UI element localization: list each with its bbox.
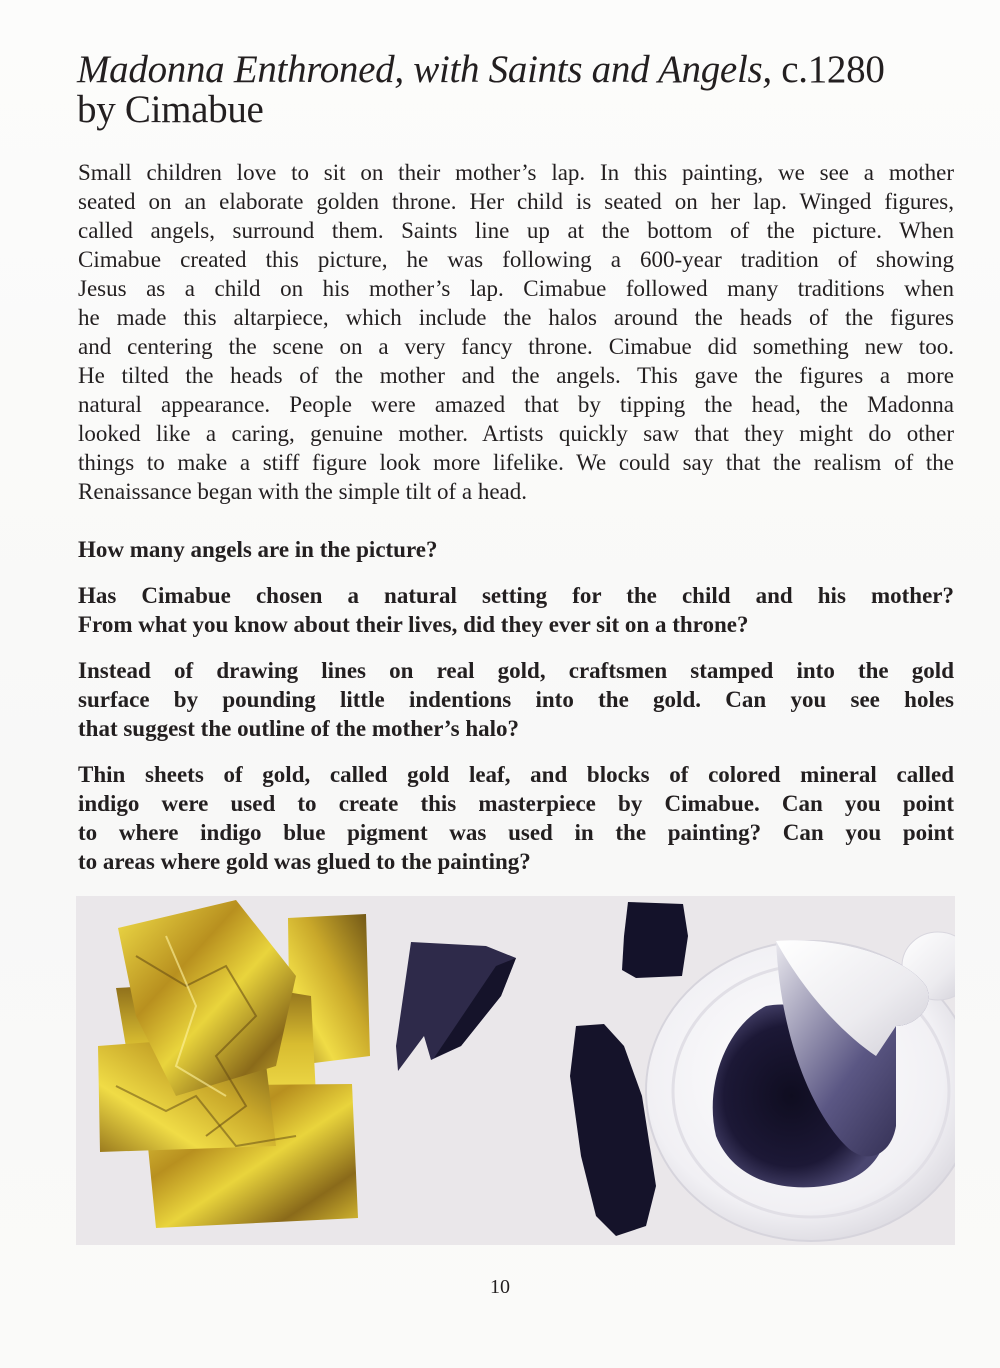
body-line: He tilted the heads of the mother and the angels. This gave the figures a more xyxy=(78,363,954,388)
materials-photo xyxy=(76,896,955,1245)
question-line: to where indigo blue pigment was used in the painting? Can you point xyxy=(78,820,954,845)
question-line: indigo were used to create this masterpiece by Cimabue. Can you point xyxy=(78,791,954,816)
question-line: Has Cimabue chosen a natural setting for the child and his mother? xyxy=(78,583,954,608)
body-line: he made this altarpiece, which include the halos around the heads of the figures xyxy=(78,305,954,330)
question-line: Thin sheets of gold, called gold leaf, and blocks of colored mineral called xyxy=(78,762,954,787)
body-line: Small children love to sit on their mother’s lap. In this painting, we see a mother xyxy=(78,160,954,185)
question-line: to areas where gold was glued to the painting? xyxy=(78,849,531,874)
question-line: From what you know about their lives, did they ever sit on a throne? xyxy=(78,612,749,637)
indigo-block xyxy=(622,902,688,978)
body-line: natural appearance. People were amazed that by tipping the head, the Madonna xyxy=(78,392,954,417)
question-line: Instead of drawing lines on real gold, craftsmen stamped into the gold xyxy=(78,658,954,683)
question-line: How many angels are in the picture? xyxy=(78,537,438,562)
body-line: things to make a stiff figure look more lifelike. We could say that the realism of the xyxy=(78,450,954,475)
body-line: called angels, surround them. Saints line up at the bottom of the picture. When xyxy=(78,218,954,243)
body-line: Jesus as a child on his mother’s lap. Cimabue followed many traditions when xyxy=(78,276,954,301)
artwork-title: Madonna Enthroned, with Saints and Angels, xyxy=(77,48,772,91)
artist-byline: by Cimabue xyxy=(77,88,264,131)
body-line: and centering the scene on a very fancy throne. Cimabue did something new too. xyxy=(78,334,954,359)
body-line: Cimabue created this picture, he was following a 600-year tradition of showing xyxy=(78,247,954,272)
body-line: seated on an elaborate golden throne. Her child is seated on her lap. Winged figures, xyxy=(78,189,954,214)
question-line: that suggest the outline of the mother’s halo? xyxy=(78,716,520,741)
artwork-date: c.1280 xyxy=(771,48,885,91)
page-title xyxy=(77,50,977,130)
body-line: Renaissance began with the simple tilt of a head. xyxy=(78,479,528,504)
question-line: surface by pounding little indentions into the gold. Can you see holes xyxy=(78,687,954,712)
body-line: looked like a caring, genuine mother. Artists quickly saw that they might do other xyxy=(78,421,954,446)
page-number: 10 xyxy=(490,1276,510,1298)
materials-illustration xyxy=(76,896,955,1245)
